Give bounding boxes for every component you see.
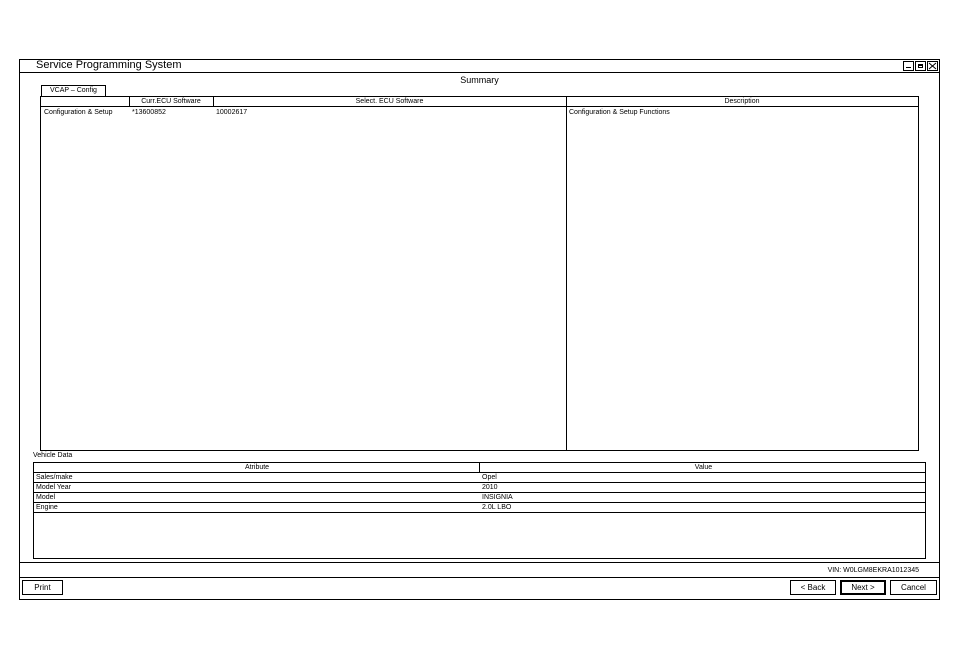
ecu-row-description: Configuration & Setup Functions — [569, 109, 670, 116]
attribute-cell: Model Year — [36, 484, 72, 491]
ecu-row-current-software[interactable]: *13600852 — [132, 109, 166, 116]
print-button[interactable]: Print — [22, 580, 63, 595]
header-selected-software: Select. ECU Software — [355, 98, 424, 105]
attribute-cell: Model — [36, 494, 56, 501]
attribute-cell: Engine — [36, 504, 58, 511]
header-description: Description — [724, 98, 760, 105]
value-cell: Opel — [482, 474, 497, 481]
value-cell: 2010 — [482, 484, 498, 491]
header-value: Value — [694, 464, 713, 471]
button-bar-divider — [20, 577, 939, 578]
service-programming-window — [19, 59, 940, 600]
minimize-icon — [906, 67, 911, 68]
window-title: Service Programming System — [36, 59, 182, 71]
ecu-software-table — [40, 96, 919, 451]
value-cell: 2.0L LBO — [482, 504, 512, 511]
ecu-row-name[interactable]: Configuration & Setup — [44, 109, 113, 116]
maximize-icon — [918, 64, 923, 68]
minimize-button[interactable] — [903, 61, 914, 71]
table-row — [34, 483, 925, 493]
table-row — [34, 503, 925, 513]
next-button[interactable]: Next > — [840, 580, 886, 595]
cancel-button[interactable]: Cancel — [890, 580, 937, 595]
ecu-table-header — [41, 97, 918, 107]
window-controls — [903, 61, 938, 71]
value-cell: INSIGNIA — [482, 494, 513, 501]
summary-title: Summary — [460, 75, 499, 85]
description-divider — [566, 97, 567, 450]
header-current-software: Curr.ECU Software — [141, 98, 201, 105]
maximize-button[interactable] — [915, 61, 926, 71]
back-button[interactable]: < Back — [790, 580, 836, 595]
table-row — [34, 473, 925, 483]
title-bar — [20, 60, 939, 73]
footer-divider — [20, 562, 939, 563]
vehicle-data-table — [33, 462, 926, 559]
header-name — [41, 97, 129, 107]
tab-vcap-config[interactable]: VCAP – Config — [41, 85, 106, 96]
vehicle-table-header — [34, 463, 925, 473]
close-button[interactable] — [927, 61, 938, 71]
header-attribute: Atribute — [244, 464, 270, 471]
attribute-cell: Sales/make — [36, 474, 73, 481]
table-row — [34, 493, 925, 503]
ecu-row-selected-software[interactable]: 10002617 — [216, 109, 248, 116]
vehicle-data-label: Vehicle Data — [33, 452, 73, 459]
vin-label: VIN: W0LGM8EKRA1012345 — [827, 567, 919, 574]
close-icon — [928, 62, 937, 70]
